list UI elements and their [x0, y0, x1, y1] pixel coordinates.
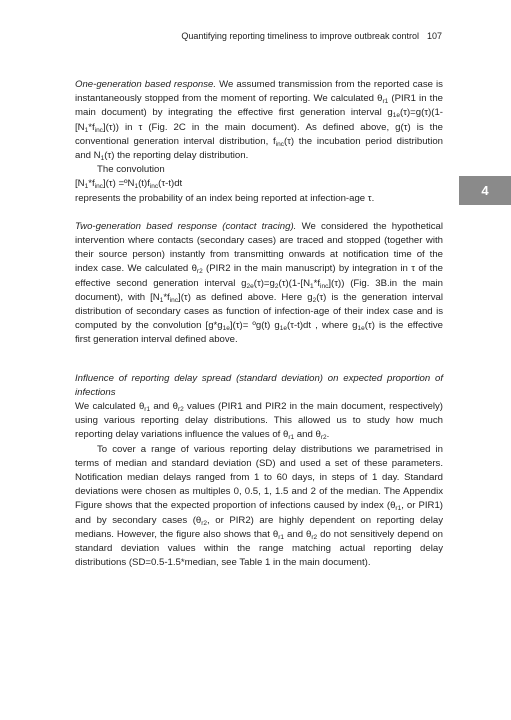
body-text: [75, 78, 443, 571]
heading-influence: Influence of reporting delay spread (standard deviation) on expected proportion of infections: [75, 372, 443, 398]
running-header: [0, 31, 442, 41]
page-number: 107: [426, 31, 442, 41]
heading-two-generation: Two-generation based response (contact tracing).: [75, 220, 297, 232]
paragraph-influence: We calculated $\theta_{r1}$ and $\theta_{r2}$ values (PIR1 and PIR2 in the main document, respectively) using various reporting delay distributions. This allowed us to study how much reporting delay variations influence the values of $\theta_{r1}$ and $\theta_{r2}$.: [75, 401, 443, 442]
heading-one-generation: One-generation based response.: [75, 79, 217, 90]
paragraph-range: To cover a range of various reporting delay distributions we parametrised in terms of median and standard deviation (SD) and used a set of these parameters. Notification median delays ranged from 1 to 60 days, in steps of 1 day. Standard deviations were chosen as multiples 0, 0.5, 1, 1.5 and 2 of the median. The Appendix Figure shows that the expected proportion of infections caused by index ($\theta_{r1}$, or PIR1) and by secondary cases ($\theta_{r2}$, or PIR2) are highly dependent on reporting delay medians. However, the figure also shows that $\theta_{r1}$ and $\theta_{r2}$ do not sensitively depend on standard deviation values within the range matching actual reporting delay distributions (SD=0.5-1.5*median, see Table 1 in the main document).: [75, 443, 443, 569]
convolution-intro: The convolution: [97, 164, 165, 176]
convolution-equation: $[N_1*f_{inc}](\tau)$ $=ºN_1(t)f_{inc}(\tau-t)dt$: [75, 178, 183, 191]
chapter-tab: 4: [459, 176, 511, 205]
paragraph-two-generation: Two-generation based response (contact tracing). We considered the hypothetical intervention where contacts (secondary cases) are traced and stopped (together with their source person) instantly from transmitting onwards at notification time of the index case. We calculated $\theta_{r2}$ (PIR2 in the main manuscript) by integration in τ of the effective second generation interval $g_{2e}(\tau)=g_2(\tau)(1-[N_1*f_{inc}](\tau))$ (Fig. 3B.in the main document), with $[N_1*f_{inc}](\tau)$ as defined above. Here $g_2(\tau)$ is the generation interval distribution of secondary cases as function of infection-age of their index case and is computed by the convolution $[g*g_{1e}](\tau)=$ ºg(t) $g_{1e}(\tau-t)dt$ , where $g_{1e}(\tau)$ is the effective first generation interval defined above.: [75, 220, 444, 346]
paragraph-one-generation: One-generation based response. We assumed transmission from the reported case is instantaneously stopped from the moment of reporting. We calculated $\theta_{r1}$ (PIR1 in the main document) by integrating the effective first generation interval $g_{1e}(\tau)=g(\tau)(1-[N_1*f_{inc}](\tau))$ in τ (Fig. 2C in the main document). As defined above, g(τ) is the conventional generation interval distribution, $f_{inc}(\tau)$ the incubation period distribution and $N_1(\tau)$ the reporting delay distribution.: [75, 79, 444, 163]
convolution-explanation: represents the probability of an index being reported at infection-age τ.: [75, 192, 375, 204]
running-title: Quantifying reporting timeliness to improve outbreak control: [181, 31, 419, 41]
